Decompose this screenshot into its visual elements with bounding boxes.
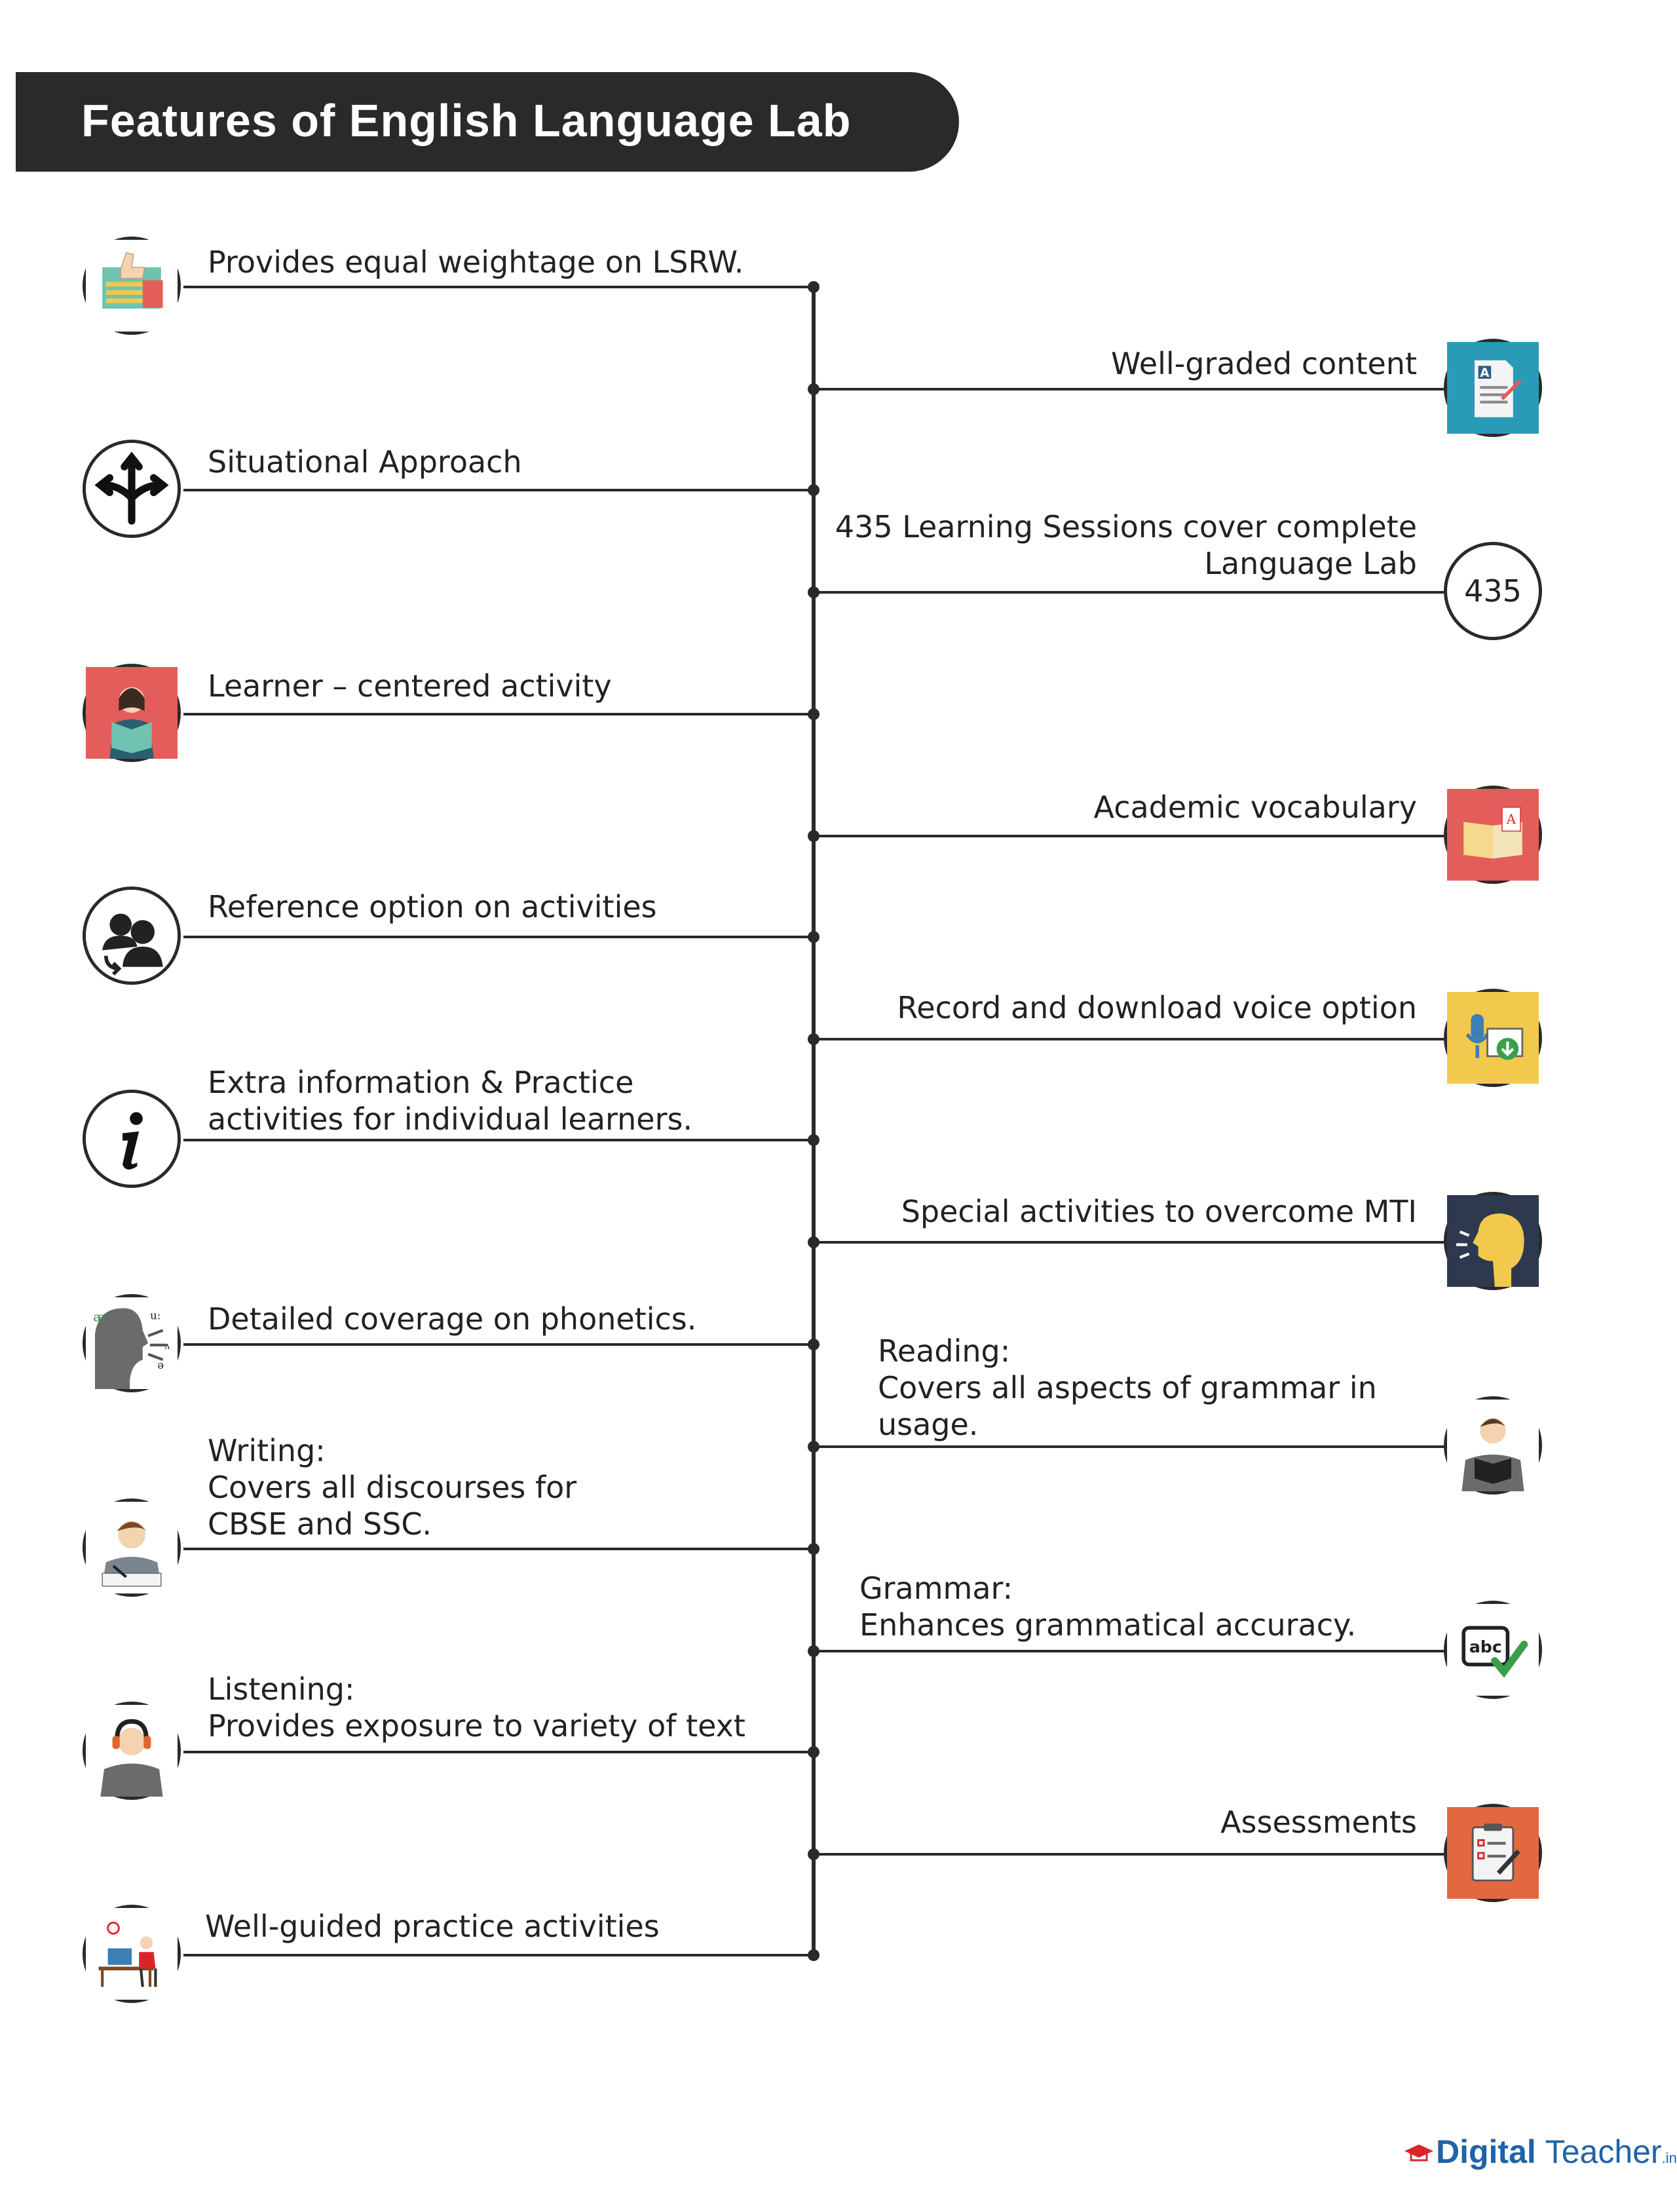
connector-line xyxy=(814,388,1444,391)
connector-dot xyxy=(808,830,820,842)
connector-line xyxy=(814,1445,1444,1448)
abc-text: abc xyxy=(1469,1637,1502,1657)
abc-check-icon xyxy=(1444,1601,1542,1699)
connector-dot xyxy=(808,1134,820,1146)
vocabulary-letter: A xyxy=(1506,812,1517,828)
phonetic-symbol: ə xyxy=(157,1358,164,1372)
logo-suffix: .in xyxy=(1661,2150,1677,2166)
connector-line xyxy=(183,286,814,288)
feature-label-line: usage. xyxy=(878,1407,979,1442)
feature-label-line: Provides exposure to variety of text xyxy=(208,1708,745,1744)
feature-label xyxy=(208,1671,745,1744)
logo-word-teacher: Teacher xyxy=(1545,2133,1662,2170)
connector-line xyxy=(814,1853,1444,1856)
connector-line xyxy=(814,1038,1444,1040)
timeline-spine xyxy=(812,286,816,1958)
document-icon xyxy=(1444,339,1542,437)
feature-label: Reference option on activities xyxy=(208,889,657,925)
connector-line xyxy=(183,1954,814,1956)
feature-label: Record and download voice option xyxy=(897,990,1417,1025)
connector-dot xyxy=(808,708,820,720)
connector-dot xyxy=(808,1645,820,1657)
number-435-icon xyxy=(1444,542,1542,640)
feature-label-line: Covers all aspects of grammar in xyxy=(878,1370,1377,1405)
feature-label-line: Listening: xyxy=(208,1671,355,1707)
connector-line xyxy=(183,489,814,491)
man-reading-icon xyxy=(1444,1396,1542,1495)
people-refresh-icon xyxy=(83,887,181,985)
title-banner xyxy=(16,72,959,172)
connector-dot xyxy=(808,383,820,395)
connector-line xyxy=(183,936,814,938)
feature-label: Provides equal weightage on LSRW. xyxy=(208,244,744,280)
feature-label-line: Extra information & Practice xyxy=(208,1065,634,1100)
connector-dot xyxy=(808,1236,820,1248)
learner-reading-icon xyxy=(83,664,181,762)
feature-label: Academic vocabulary xyxy=(1093,790,1417,825)
connector-dot xyxy=(808,931,820,943)
connector-line xyxy=(814,835,1444,837)
headphones-listener-icon xyxy=(83,1702,181,1800)
feature-label-line: Writing: xyxy=(208,1433,326,1468)
feature-label: Detailed coverage on phonetics. xyxy=(208,1301,697,1337)
connector-dot xyxy=(808,484,820,496)
connector-dot xyxy=(808,1441,820,1453)
open-book-icon xyxy=(1444,786,1542,884)
connector-dot xyxy=(808,586,820,598)
connector-dot xyxy=(808,1949,820,1961)
connector-dot xyxy=(808,281,820,293)
connector-line xyxy=(183,713,814,715)
directions-arrows-icon xyxy=(83,440,181,538)
logo-word-digital: Digital xyxy=(1436,2133,1536,2170)
feature-label: Well-guided practice activities xyxy=(205,1909,660,1944)
digital-teacher-logo xyxy=(1402,2133,1677,2171)
connector-dot xyxy=(808,1033,820,1045)
computer-desk-icon xyxy=(83,1905,181,2003)
connector-dot xyxy=(808,1339,820,1350)
feature-label-line: CBSE and SSC. xyxy=(208,1506,432,1542)
connector-line xyxy=(183,1343,814,1346)
feature-label: Learner – centered activity xyxy=(208,668,612,704)
graduation-cap-icon xyxy=(1402,2133,1436,2152)
feature-label xyxy=(878,1333,1377,1443)
info-icon xyxy=(83,1090,181,1188)
speaking-head-icon xyxy=(1444,1192,1542,1290)
feature-label-line: Enhances grammatical accuracy. xyxy=(859,1607,1357,1643)
connector-line xyxy=(814,1241,1444,1244)
phonetic-symbol: u: xyxy=(150,1308,161,1322)
connector-dot xyxy=(808,1543,820,1555)
connector-dot xyxy=(808,1746,820,1758)
phonetic-symbol: ʌ xyxy=(164,1341,170,1352)
microphone-download-icon xyxy=(1444,989,1542,1087)
lsrw-thumbs-up-icon xyxy=(83,237,181,335)
connector-line xyxy=(183,1751,814,1753)
feature-label-line: 435 Learning Sessions cover complete xyxy=(835,509,1417,544)
feature-label xyxy=(208,1064,692,1137)
phonetic-symbol: æ xyxy=(93,1309,105,1325)
feature-label: Special activities to overcome MTI xyxy=(901,1194,1417,1229)
number-435-text: 435 xyxy=(1464,573,1522,609)
feature-label xyxy=(859,1570,1356,1643)
feature-label xyxy=(208,1432,576,1542)
phonetics-head-icon xyxy=(83,1294,181,1392)
feature-label-line: activities for individual learners. xyxy=(208,1101,693,1137)
connector-line xyxy=(814,1650,1444,1652)
feature-label-line: Reading: xyxy=(878,1333,1011,1369)
clipboard-checklist-icon xyxy=(1444,1804,1542,1902)
connector-dot xyxy=(808,1848,820,1860)
document-letter: A xyxy=(1480,366,1490,381)
page-title: Features of English Language Lab xyxy=(81,95,852,146)
connector-line xyxy=(183,1548,814,1550)
feature-label: Assessments xyxy=(1220,1804,1417,1840)
connector-line xyxy=(183,1139,814,1141)
feature-label xyxy=(835,508,1417,582)
feature-label-line: Language Lab xyxy=(1204,546,1417,581)
feature-label: Situational Approach xyxy=(208,444,522,480)
connector-line xyxy=(814,591,1444,594)
feature-label-line: Covers all discourses for xyxy=(208,1470,577,1505)
feature-label-line: Grammar: xyxy=(859,1571,1013,1606)
feature-label: Well-graded content xyxy=(1111,346,1417,381)
student-writing-icon xyxy=(83,1498,181,1597)
